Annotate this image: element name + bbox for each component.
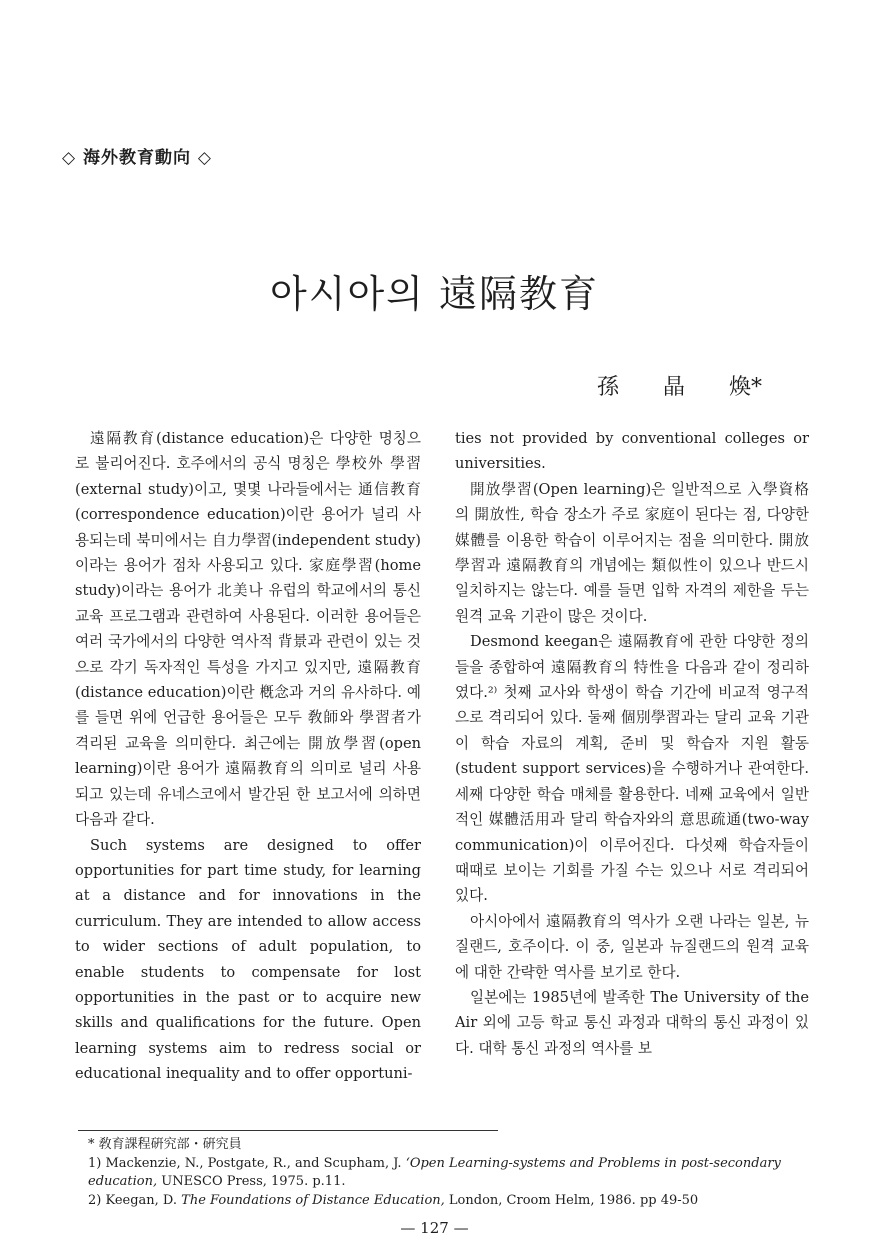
right-column (455, 426, 809, 1061)
left-column (75, 426, 421, 1087)
footnote-2-author: 2) Keegan, D. (88, 1192, 182, 1208)
paragraph: 아시아에서 遠隔教育의 역사가 오랜 나라는 일본, 뉴질랜드, 호주이다. 이 중, 일본과 뉴질랜드의 원격 교육에 대한 간략한 역사를 보기로 한다. (455, 912, 809, 981)
paragraph: Such systems are designed to offer opportunities for part time study, for learning at a distance and for innovations in the curriculum. They are intended to allow access to wider sections of adult population, to enable students to compensate for lost opportunities in the past or to acquire new skills and qualifications for the future. Open learning systems aim to redress social or educational inequality and to offer opportuni- (75, 836, 421, 1083)
footnote-affiliation: * 敎育課程硏究部・硏究員 (88, 1137, 242, 1152)
footnote-1-publisher: UNESCO Press, 1975. p.11. (157, 1174, 346, 1189)
paragraph: ties not provided by conventional colleges or universities. (455, 430, 809, 473)
paragraph: 遠隔教育(distance education)은 다양한 명칭으로 불리어진다. 호주에서의 공식 명칭은 學校外 學習(external study)이고, 몇몇 나라들에서는 通信教育(correspondence education)이란 용어가 널리 사용되는데 북미에서는 自力學習(independent study)이라는 용어가 점차 사용되고 있다. 家庭學習(home study)이라는 용어가 北美나 유럽의 학교에서의 통신 교육 프로그램과 관련하여 사용된다. 이러한 용어들은 여러 국가에서의 다양한 역사적 背景과 관련이 있는 것으로 각기 독자적인 특성을 가지고 있지만, 遠隔教育(distance education)이란 槪念과 거의 유사하다. 예를 들면 위에 언급한 용어들은 모두 敎師와 學習者가 격리된 교육을 의미한다. 최근에는 開放學習(open learning)이란 용어가 遠隔教育의 의미로 널리 사용되고 있는데 유네스코에서 발간된 한 보고서에 의하면 다음과 같다. (75, 430, 421, 829)
footnote-1-title: ‘Open Learning-systems and Problems in post-secondary education, (88, 1155, 781, 1189)
article-title: 아시아의 遠隔教育 (270, 272, 599, 317)
author-name: 孫 晶 煥* (597, 375, 763, 400)
page-number: — 127 — (400, 1219, 469, 1237)
paragraph: 일본에는 1985년에 발족한 The University of the Air 외에 고등 학교 통신 과정과 대학의 통신 과정이 있다. 대학 통신 과정의 역사를 보 (455, 988, 809, 1057)
footnote-2-publisher: London, Croom Helm, 1986. pp 49-50 (444, 1192, 699, 1208)
footnote-divider (78, 1130, 498, 1131)
footnote-1-authors: 1) Mackenzie, N., Postgate, R., and Scupham, J. (88, 1155, 406, 1171)
section-label: ◇ 海外教育動向 ◇ (62, 148, 212, 168)
paragraph: 開放學習(Open learning)은 일반적으로 入學資格의 開放性, 학습 장소가 주로 家庭이 된다는 점, 다양한 媒體를 이용한 학습이 이루어지는 점을 의미한다. 開放學習과 遠隔教育의 개념에는 類似性이 있으나 반드시 일치하지는 않는다. 예를 들면 입학 자격의 제한을 두는 원격 교육 기관이 많은 것이다. (455, 480, 809, 625)
footnote-1 (88, 1155, 813, 1192)
footnote-2-title: The Foundations of Distance Education, (181, 1192, 445, 1208)
paragraph: Desmond keegan은 遠隔教育에 관한 다양한 정의들을 종합하여 遠隔教育의 特性을 다음과 같이 정리하였다.²⁾ 첫째 교사와 학생이 학습 기간에 비교적 영구적으로 격리되어 있다. 둘째 個別學習과는 달리 교육 기관이 학습 자료의 계획, 준비 및 학습자 지원 활동(student support services)을 수행하거나 관여한다. 세째 다양한 학습 매체를 활용한다. 네째 교육에서 일반적인 媒體活用과 달리 학습자와의 意思疏通(two-way communication)이 이루어진다. 다섯째 학습자들이 때때로 보이는 기회를 가질 수는 있으나 서로 격리되어 있다. (455, 633, 809, 905)
footnote-2 (88, 1192, 813, 1211)
footnotes (88, 1136, 813, 1210)
